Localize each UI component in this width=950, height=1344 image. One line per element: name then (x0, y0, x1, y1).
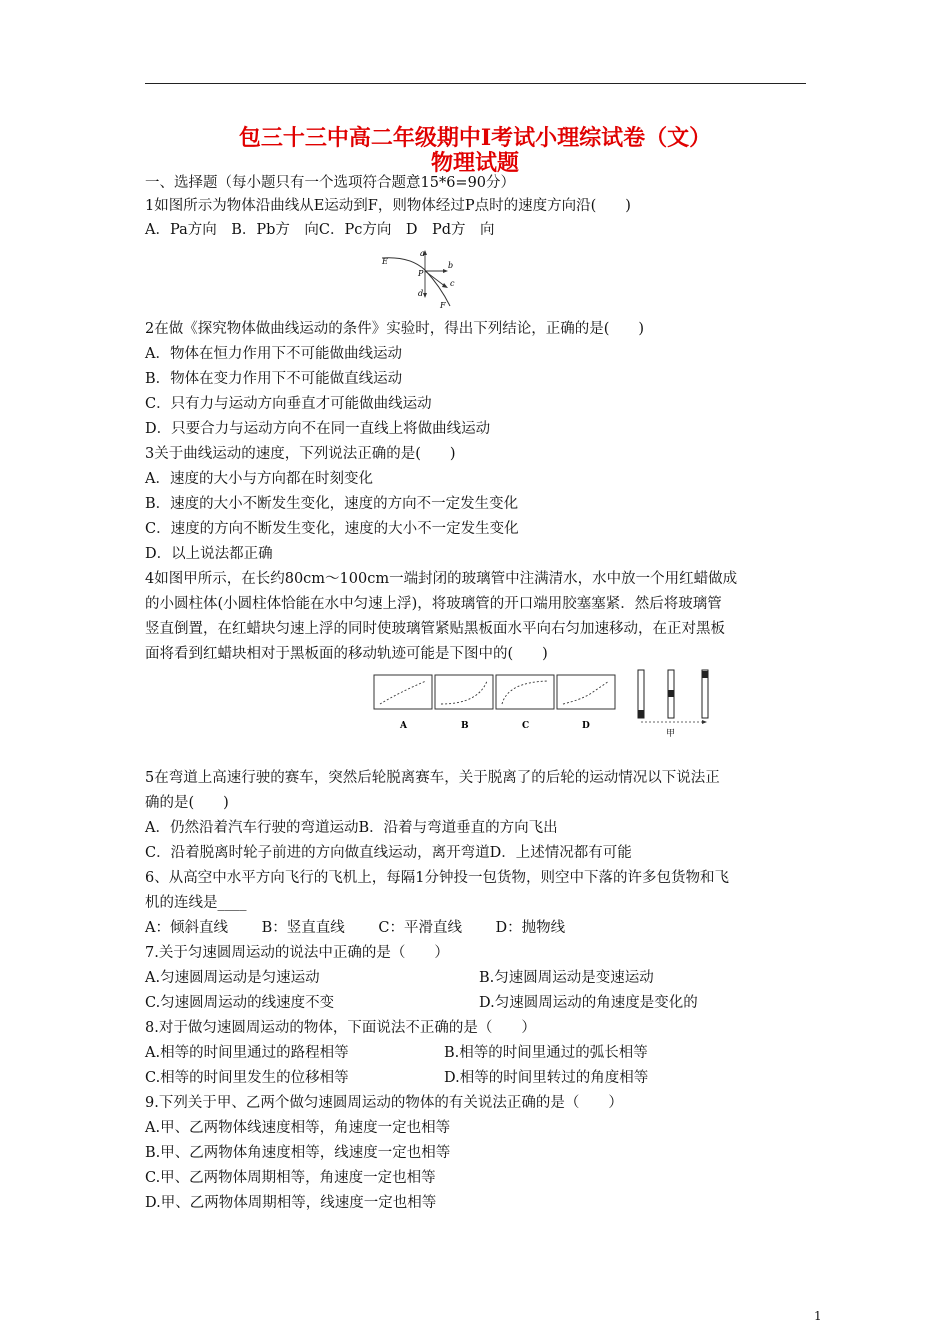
q2-option-c: C．只有力与运动方向垂直才可能做曲线运动 (145, 396, 432, 412)
q6-options: A：倾斜直线 B：竖直直线 C：平滑直线 D：抛物线 (145, 920, 566, 936)
q9-option-a: A.甲、乙两物体线速度相等，角速度一定也相等 (145, 1120, 451, 1136)
q8-option-c: C.相等的时间里发生的位移相等 (145, 1070, 349, 1086)
q1-label-d: d (418, 289, 424, 298)
q8-option-d: D.相等的时间里转过的角度相等 (444, 1070, 649, 1086)
q4-option-d-panel (557, 675, 615, 709)
q4-line-1: 4如图甲所示，在长约80cm～100cm一端封闭的玻璃管中注满清水，水中放一个用红蜡做成 (145, 571, 738, 587)
q4-line-2: 的小圆柱体(小圆柱体恰能在水中匀速上浮)，将玻璃管的开口端用胶塞塞紧．然后将玻璃管 (145, 596, 722, 612)
page-subtitle: 物理试题 (430, 150, 519, 176)
q4-label-a: A (400, 721, 407, 731)
q7-option-d: D.匀速圆周运动的角速度是变化的 (479, 995, 698, 1011)
q1-stem: 1如图所示为物体沿曲线从E运动到F，则物体经过P点时的速度方向沿( ) (145, 198, 631, 214)
q4-label-d: D (582, 721, 590, 731)
q1-label-F: F (440, 301, 446, 310)
q4-label-c: C (522, 721, 530, 731)
q6-line-1: 6、从高空中水平方向飞行的飞机上，每隔1分钟投一包货物，则空中下落的许多包货物和飞 (145, 870, 729, 886)
q9-option-d: D.甲、乙两物体周期相等，线速度一定也相等 (145, 1195, 437, 1211)
q1-curve-figure (370, 246, 470, 310)
q2-option-b: B．物体在变力作用下不可能做直线运动 (145, 371, 403, 387)
q4-line-4: 面将看到红蜡块相对于黑板面的移动轨迹可能是下图中的( ) (145, 646, 548, 662)
q9-option-c: C.甲、乙两物体周期相等，角速度一定也相等 (145, 1170, 436, 1186)
q9-option-b: B.甲、乙两物体角速度相等，线速度一定也相等 (145, 1145, 451, 1161)
q1-options: A．Pa方向 B．Pb方 向C．Pc方向 D Pd方 向 (145, 222, 495, 238)
q1-label-E: E (382, 257, 388, 266)
q4-trajectory-figure (370, 666, 720, 746)
header-rule (145, 83, 806, 84)
q8-stem: 8.对于做匀速圆周运动的物体，下面说法不正确的是（ ） (145, 1020, 536, 1036)
q1-label-c: c (450, 279, 455, 288)
q3-option-a: A．速度的大小与方向都在时刻变化 (145, 471, 373, 487)
q4-option-a-panel (374, 675, 432, 709)
q4-label-jia: 甲 (666, 729, 676, 739)
q7-option-c: C.匀速圆周运动的线速度不变 (145, 995, 335, 1011)
q8-option-b: B.相等的时间里通过的弧长相等 (444, 1045, 648, 1061)
q5-options-ab: A．仍然沿着汽车行驶的弯道运动B．沿着与弯道垂直的方向飞出 (145, 820, 558, 836)
q5-line-2: 确的是( ) (145, 795, 229, 811)
q1-label-P: P (418, 269, 424, 278)
q3-stem: 3关于曲线运动的速度，下列说法正确的是( ) (145, 446, 456, 462)
q4-option-b-panel (435, 675, 493, 709)
q2-stem: 2在做《探究物体做曲线运动的条件》实验时，得出下列结论，正确的是( ) (145, 321, 645, 337)
page-number: 1 (814, 1309, 822, 1323)
q2-option-a: A．物体在恒力作用下不可能做曲线运动 (145, 346, 402, 362)
q9-stem: 9.下列关于甲、乙两个做匀速圆周运动的物体的有关说法正确的是（ ） (145, 1095, 623, 1111)
q3-option-b: B．速度的大小不断发生变化，速度的方向不一定发生变化 (145, 496, 519, 512)
q7-option-b: B.匀速圆周运动是变速运动 (479, 970, 654, 986)
q6-line-2: 机的连线是____ (145, 895, 247, 911)
q1-label-a: a (420, 249, 425, 258)
q2-option-d: D．只要合力与运动方向不在同一直线上将做曲线运动 (145, 421, 491, 437)
q4-label-b: B (461, 721, 469, 731)
q5-options-cd: C．沿着脱离时轮子前进的方向做直线运动，离开弯道D．上述情况都有可能 (145, 845, 632, 861)
q3-option-c: C．速度的方向不断发生变化，速度的大小不一定发生变化 (145, 521, 519, 537)
q4-option-c-panel (496, 675, 554, 709)
section-heading: 一、选择题（每小题只有一个选项符合题意15*6=90分） (145, 175, 516, 191)
q7-option-a: A.匀速圆周运动是匀速运动 (145, 970, 320, 986)
q4-glass-tubes (638, 670, 708, 724)
q8-option-a: A.相等的时间里通过的路程相等 (145, 1045, 349, 1061)
q4-line-3: 竖直倒置，在红蜡块匀速上浮的同时使玻璃管紧贴黑板面水平向右匀加速移动，在正对黑板 (145, 621, 725, 637)
page-title: 包三十三中高二年级期中Ⅰ考试小理综试卷（文） (238, 125, 712, 151)
q1-label-b: b (448, 261, 454, 270)
q7-stem: 7.关于匀速圆周运动的说法中正确的是（ ） (145, 945, 449, 961)
q5-line-1: 5在弯道上高速行驶的赛车，突然后轮脱离赛车，关于脱离了的后轮的运动情况以下说法正 (145, 770, 720, 786)
q3-option-d: D．以上说法都正确 (145, 546, 273, 562)
